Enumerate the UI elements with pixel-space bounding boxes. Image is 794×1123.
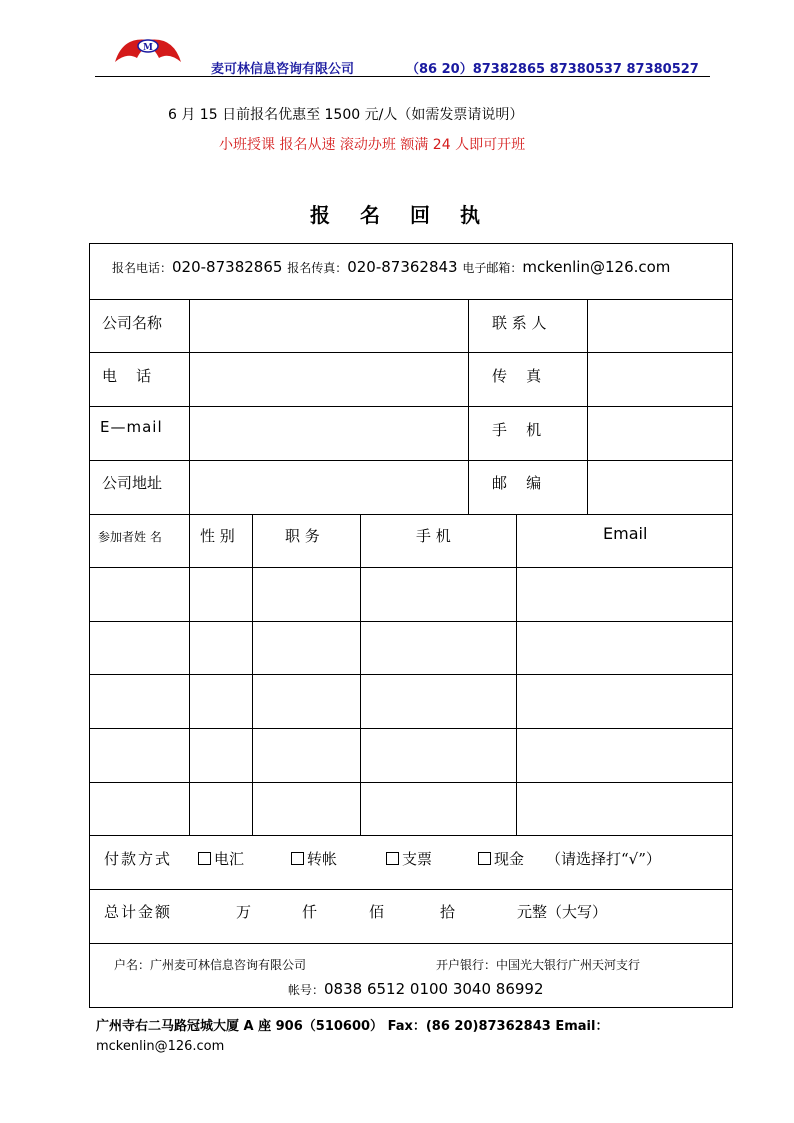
unit-bai: 佰 — [369, 903, 385, 921]
company-name-field[interactable] — [190, 300, 468, 352]
logo-letter: M — [143, 43, 153, 53]
payment-option-label: 现金 — [494, 850, 525, 868]
header-divider — [95, 76, 710, 77]
payment-option-label: 转帐 — [307, 850, 338, 868]
col-divider — [468, 299, 469, 514]
slogan-text: 小班授课 报名从速 滚动办班 额满 24 人即可开班 — [219, 137, 526, 153]
contact-line — [112, 258, 670, 276]
address-label: 公司地址 — [102, 474, 163, 492]
payment-label: 付款方式 — [104, 850, 173, 868]
header-phone-numbers: （86 20）87382865 87380537 87380527 — [406, 62, 699, 77]
total-label: 总计金额 — [104, 903, 173, 921]
fax-label: 报名传真： — [287, 261, 348, 275]
table-row[interactable] — [90, 675, 732, 728]
checkbox-icon[interactable] — [478, 852, 491, 865]
phone-label: 电 话 — [102, 367, 152, 385]
bank-name: 开户银行：中国光大银行广州天河支行 — [436, 958, 641, 972]
unit-wan: 万 — [236, 903, 252, 921]
company-logo — [113, 30, 183, 66]
gender-header: 性 别 — [200, 527, 235, 545]
email-header: Email — [603, 524, 648, 543]
checkbox-icon[interactable] — [198, 852, 211, 865]
mobile-label: 手 机 — [492, 421, 542, 439]
row-divider — [90, 835, 732, 836]
position-header: 职 务 — [285, 527, 320, 545]
contact-person-field[interactable] — [588, 300, 732, 352]
payment-option-label: 电汇 — [214, 850, 245, 868]
company-name: 麦可林信息咨询有限公司 — [211, 62, 355, 77]
table-row[interactable] — [90, 783, 732, 835]
bank-account-line — [288, 980, 544, 998]
participant-name-header: 参加者姓 名 — [98, 530, 162, 544]
unit-shi: 拾 — [440, 903, 456, 921]
mobile-header: 手 机 — [416, 527, 451, 545]
row-divider — [90, 514, 732, 515]
payment-option-cash[interactable] — [478, 848, 524, 869]
promo-text: 6 月 15 日前报名优惠至 1500 元/人（如需发票请说明） — [168, 107, 524, 123]
email-value: mckenlin@126.com — [522, 258, 671, 276]
form-title: 报名回执 — [310, 203, 510, 227]
phone-field[interactable] — [190, 353, 468, 406]
email-field[interactable] — [190, 407, 468, 460]
table-row[interactable] — [90, 568, 732, 621]
address-field[interactable] — [190, 461, 468, 514]
postcode-field[interactable] — [588, 461, 732, 514]
tel-value: 020-87382865 — [172, 258, 283, 276]
payment-option-transfer[interactable] — [291, 848, 337, 869]
contact-person-label: 联 系 人 — [492, 314, 547, 332]
registration-form-table — [89, 243, 733, 1008]
payment-option-label: 支票 — [402, 850, 433, 868]
fax-value: 020-87362843 — [347, 258, 458, 276]
checkbox-icon[interactable] — [386, 852, 399, 865]
row-divider — [90, 943, 732, 944]
mobile-field[interactable] — [588, 407, 732, 460]
email-label-cell: E—mail — [100, 418, 163, 436]
table-row[interactable] — [90, 622, 732, 674]
checkbox-icon[interactable] — [291, 852, 304, 865]
unit-qian: 仟 — [302, 903, 318, 921]
payment-option-wire[interactable] — [198, 848, 244, 869]
footer-address: 广州寺右二马路冠城大厦 A 座 906（510600） Fax：(86 20)87362843 Email： — [96, 1019, 609, 1034]
fax-field[interactable] — [588, 353, 732, 406]
postcode-label: 邮 编 — [492, 474, 542, 492]
fax-label-cell: 传 真 — [492, 367, 542, 385]
row-divider — [90, 889, 732, 890]
tel-label: 报名电话： — [112, 261, 173, 275]
account-no: 0838 6512 0100 3040 86992 — [324, 980, 544, 998]
email-label: 电子邮箱： — [462, 261, 523, 275]
unit-yuan: 元整（大写） — [517, 903, 608, 921]
payment-note: （请选择打“√”） — [546, 850, 661, 868]
bank-account-name: 户名：广州麦可林信息咨询有限公司 — [114, 958, 307, 972]
table-row[interactable] — [90, 729, 732, 782]
company-name-label: 公司名称 — [102, 314, 163, 332]
payment-option-cheque[interactable] — [386, 848, 432, 869]
account-no-label: 帐号： — [288, 983, 325, 997]
footer-email: mckenlin@126.com — [96, 1039, 225, 1054]
